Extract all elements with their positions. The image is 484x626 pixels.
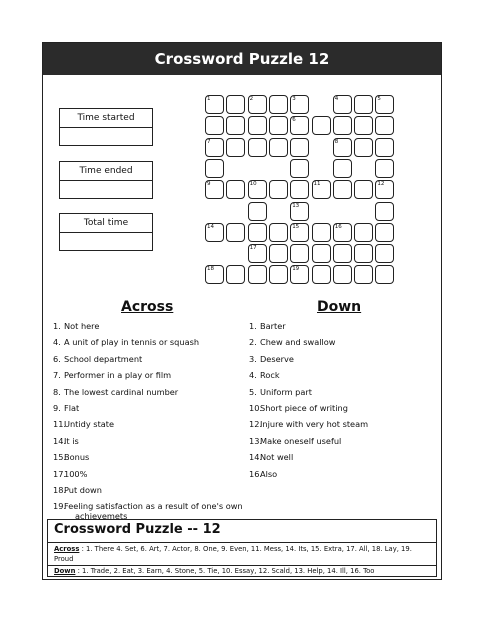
grid-cell[interactable] <box>269 265 288 284</box>
time-started-field[interactable] <box>60 128 152 145</box>
grid-cell[interactable] <box>269 223 288 242</box>
across-clue <box>53 370 243 380</box>
across-clue <box>53 436 243 446</box>
down-clue <box>249 419 434 429</box>
across-clue <box>53 452 243 462</box>
grid-cell[interactable] <box>269 116 288 135</box>
divider <box>48 542 436 543</box>
clue-number: 13 <box>292 202 300 209</box>
answer-key-across-label: Across <box>54 545 80 553</box>
total-time-label: Total time <box>60 214 152 233</box>
clue-text: Injure with very hot steam <box>260 419 369 430</box>
clue-number: 15 <box>292 223 300 230</box>
clue-number: 7 <box>207 138 211 145</box>
clue-text: The lowest cardinal number <box>64 386 179 397</box>
total-time-box <box>59 213 153 251</box>
grid-cell[interactable] <box>248 223 267 242</box>
grid-cell[interactable] <box>333 265 352 284</box>
grid-cell[interactable] <box>375 265 394 284</box>
grid-cell[interactable] <box>205 159 224 178</box>
grid-cell[interactable] <box>269 138 288 157</box>
clue-text: Short piece of writing <box>260 402 348 413</box>
answer-key-title: Crossword Puzzle -- 12 <box>54 522 221 537</box>
clue-number: 1. <box>53 321 61 331</box>
grid-cell[interactable] <box>375 180 394 199</box>
grid-cell[interactable] <box>290 116 309 135</box>
clue-text: Put down <box>64 484 102 495</box>
clue-text: 100% <box>64 468 88 479</box>
grid-cell[interactable] <box>333 180 352 199</box>
clue-number: 14. <box>249 452 263 463</box>
clue-number: 10. <box>249 402 263 413</box>
grid-cell[interactable] <box>290 223 309 242</box>
total-time-field[interactable] <box>60 233 152 250</box>
clue-text: Untidy state <box>64 419 115 430</box>
grid-cell[interactable] <box>205 223 224 242</box>
clue-number: 16. <box>249 468 263 479</box>
answer-key-across-text: : 1. There 4. Set, 6. Art, 7. Actor, 8. One, 9. Even, 11. Mess, 14. Its, 15. Extra, 17. All, 18. Lay, 19. Proud <box>54 545 412 563</box>
clue-number: 17 <box>249 245 257 252</box>
clue-number: 3 <box>292 96 296 102</box>
down-clue <box>249 337 434 347</box>
grid-cell[interactable] <box>226 180 245 199</box>
grid-cell[interactable] <box>333 244 352 263</box>
grid-cell[interactable] <box>312 265 331 284</box>
grid-cell[interactable] <box>248 138 267 157</box>
clue-number: 1 <box>207 96 211 102</box>
down-clue <box>249 452 434 462</box>
grid-cell[interactable] <box>290 265 309 284</box>
grid-cell[interactable] <box>354 116 373 135</box>
grid-cell[interactable] <box>290 180 309 199</box>
answer-key-down-label: Down <box>54 567 76 575</box>
clue-number: 10 <box>249 181 257 188</box>
grid-cell[interactable] <box>248 180 267 199</box>
grid-cell[interactable] <box>375 223 394 242</box>
across-clue <box>53 485 243 495</box>
down-clue <box>249 387 434 397</box>
answer-key-down <box>54 566 432 576</box>
grid-cell[interactable] <box>269 95 288 114</box>
clue-text: Deserve <box>260 353 294 364</box>
across-clue <box>53 469 243 479</box>
time-started-label: Time started <box>60 109 152 128</box>
clue-text: Rock <box>260 370 280 381</box>
clue-text: Also <box>260 468 278 479</box>
grid-cell[interactable] <box>290 159 309 178</box>
across-clue <box>53 354 243 364</box>
clue-number: 8. <box>53 386 61 397</box>
clue-text: A unit of play in tennis or squash <box>64 337 200 348</box>
clue-text: School department <box>64 353 143 364</box>
clue-number: 1. <box>249 321 257 331</box>
down-clue <box>249 403 434 413</box>
grid-cell[interactable] <box>312 223 331 242</box>
grid-cell[interactable] <box>226 223 245 242</box>
across-heading: Across <box>121 299 174 315</box>
clue-number: 12. <box>249 419 263 430</box>
time-started-box <box>59 108 153 146</box>
grid-cell[interactable] <box>290 138 309 157</box>
grid-cell[interactable] <box>354 265 373 284</box>
grid-cell[interactable] <box>205 138 224 157</box>
grid-cell[interactable] <box>290 244 309 263</box>
clue-text: Chew and swallow <box>260 337 336 348</box>
clue-number: 17. <box>53 468 67 479</box>
clue-number: 5 <box>377 96 381 102</box>
grid-cell[interactable] <box>354 223 373 242</box>
clue-number: 14 <box>207 223 214 230</box>
time-ended-label: Time ended <box>60 162 152 181</box>
grid-cell[interactable] <box>269 180 288 199</box>
puzzle-sheet <box>42 42 442 580</box>
grid-cell[interactable] <box>312 244 331 263</box>
clue-number: 11. <box>53 419 67 430</box>
down-clue <box>249 469 434 479</box>
grid-cell[interactable] <box>354 244 373 263</box>
grid-cell[interactable] <box>354 180 373 199</box>
clue-number: 4. <box>249 370 257 381</box>
down-clue <box>249 354 434 364</box>
across-clue-list <box>53 321 243 528</box>
clue-number: 9 <box>207 181 211 188</box>
clue-text: Not well <box>260 452 294 463</box>
grid-cell[interactable] <box>226 138 245 157</box>
clue-text: Uniform part <box>260 386 312 397</box>
grid-cell[interactable] <box>333 138 352 157</box>
clue-number: 9. <box>53 402 61 413</box>
grid-cell[interactable] <box>248 244 267 263</box>
grid-cell[interactable] <box>375 244 394 263</box>
grid-cell[interactable] <box>205 116 224 135</box>
time-ended-box <box>59 161 153 199</box>
clue-number: 15. <box>53 452 67 463</box>
grid-cell[interactable] <box>248 202 267 221</box>
clue-number: 4. <box>53 337 61 348</box>
time-ended-field[interactable] <box>60 181 152 198</box>
clue-number: 19 <box>292 266 300 273</box>
clue-number: 6. <box>53 353 61 364</box>
clue-number: 3. <box>249 353 257 364</box>
grid-cell[interactable] <box>333 116 352 135</box>
clue-number: 16 <box>334 223 342 230</box>
grid-cell[interactable] <box>312 116 331 135</box>
clue-text: It is <box>64 435 79 446</box>
down-clue <box>249 436 434 446</box>
grid-cell[interactable] <box>354 95 373 114</box>
down-heading: Down <box>317 299 362 315</box>
clue-text: Make oneself useful <box>260 435 342 446</box>
clue-number: 7. <box>53 370 61 381</box>
clue-number: 4 <box>334 96 339 102</box>
down-clue <box>249 321 434 331</box>
grid-cell[interactable] <box>375 95 394 114</box>
clue-number: 18. <box>53 484 67 495</box>
grid-cell[interactable] <box>269 244 288 263</box>
grid-cell[interactable] <box>205 180 224 199</box>
clue-number: 11 <box>313 181 321 188</box>
clue-number: 18 <box>207 266 214 273</box>
grid-cell[interactable] <box>226 116 245 135</box>
grid-cell[interactable] <box>226 95 245 114</box>
clue-text: Barter <box>260 321 286 331</box>
clue-number: 2. <box>249 337 257 348</box>
grid-cell[interactable] <box>248 95 267 114</box>
answer-key <box>47 519 437 577</box>
clue-number: 6 <box>292 117 296 124</box>
down-clue <box>249 370 434 380</box>
grid-cell[interactable] <box>248 116 267 135</box>
clue-number: 14. <box>53 435 67 446</box>
across-clue <box>53 387 243 397</box>
clue-number: 5. <box>249 386 257 397</box>
grid-cell[interactable] <box>333 223 352 242</box>
grid-cell[interactable] <box>375 138 394 157</box>
clue-number: 13. <box>249 435 263 446</box>
grid-cell[interactable] <box>312 180 331 199</box>
clue-number: 8 <box>334 138 339 145</box>
clue-number: 19. <box>53 501 67 512</box>
clue-number: 2 <box>249 96 254 102</box>
answer-key-across <box>54 544 432 564</box>
across-clue <box>53 337 243 347</box>
grid-cell[interactable] <box>205 265 224 284</box>
grid-cell[interactable] <box>375 159 394 178</box>
clue-text: Bonus <box>64 452 90 463</box>
grid-cell[interactable] <box>333 95 352 114</box>
clue-number: 12 <box>377 181 385 188</box>
clue-text: Performer in a play or film <box>64 370 172 381</box>
down-clue-list <box>249 321 434 485</box>
grid-cell[interactable] <box>354 138 373 157</box>
across-clue <box>53 419 243 429</box>
grid-cell[interactable] <box>205 95 224 114</box>
clue-text: Flat <box>64 402 80 413</box>
answer-key-down-text: : 1. Trade, 2. Eat, 3. Earn, 4. Stone, 5. Tie, 10. Essay, 12. Scald, 13. Help, 14. Ill, 16. Too <box>75 567 375 575</box>
across-clue <box>53 321 243 331</box>
puzzle-title: Crossword Puzzle 12 <box>43 43 441 75</box>
grid-cell[interactable] <box>248 265 267 284</box>
clue-text: Not here <box>64 321 100 331</box>
clue-text: Feeling satisfaction as a result of one's own achievemets <box>64 501 243 522</box>
grid-cell[interactable] <box>226 265 245 284</box>
grid-cell[interactable] <box>375 116 394 135</box>
grid-cell[interactable] <box>290 202 309 221</box>
grid-cell[interactable] <box>333 159 352 178</box>
grid-cell[interactable] <box>290 95 309 114</box>
across-clue <box>53 403 243 413</box>
grid-cell[interactable] <box>375 202 394 221</box>
